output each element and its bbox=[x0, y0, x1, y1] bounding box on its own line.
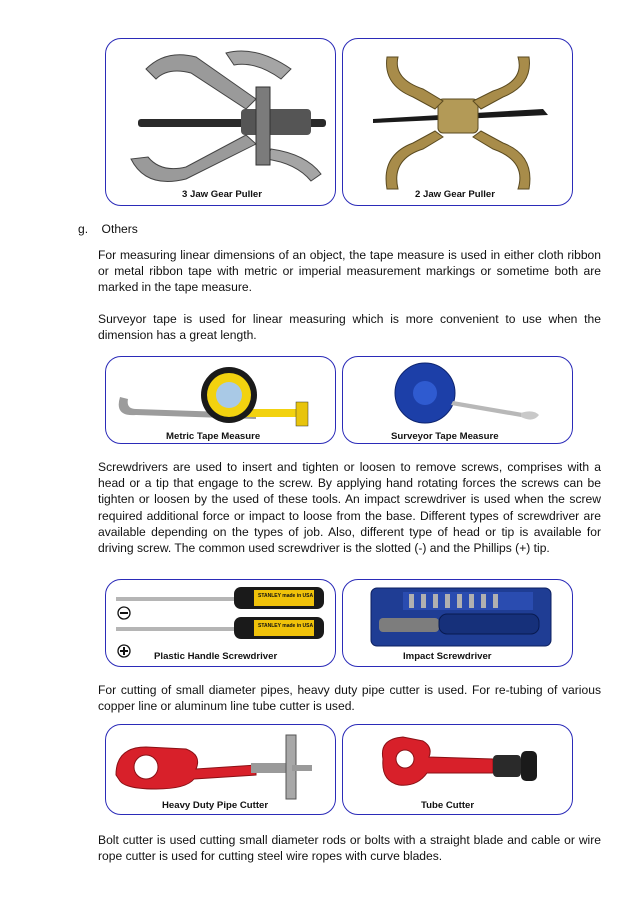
caption-metric-tape-measure: Metric Tape Measure bbox=[166, 431, 261, 442]
brand-label-bottom: STANLEY made in USA bbox=[258, 623, 314, 629]
caption-heavy-duty-pipe-cutter: Heavy Duty Pipe Cutter bbox=[162, 800, 269, 811]
paragraph-pipe-cutter: For cutting of small diameter pipes, heavy duty pipe cutter is used. For re-tubing of various copper line or aluminum line tube cutter is used. bbox=[98, 683, 601, 714]
caption-impact-screwdriver: Impact Screwdriver bbox=[403, 651, 492, 662]
brand-label-top: STANLEY made in USA bbox=[258, 593, 314, 599]
figure-surveyor-tape-measure bbox=[342, 356, 573, 444]
3-jaw-gear-puller-image bbox=[106, 39, 336, 206]
caption-plastic-handle-screwdriver: Plastic Handle Screwdriver bbox=[154, 651, 278, 662]
figure-metric-tape-measure bbox=[105, 356, 336, 444]
section-title: Others bbox=[101, 222, 138, 236]
caption-2-jaw-gear-puller: 2 Jaw Gear Puller bbox=[415, 189, 495, 200]
caption-tube-cutter: Tube Cutter bbox=[421, 800, 475, 811]
paragraph-screwdrivers: Screwdrivers are used to insert and tighten or loosen to remove screws, comprises with a head or a tip that engage to the screw. By applying hand rotating forces the screws can be tighten or loosen by the used of these tools. An impact screwdriver is used when the screw required additional force or impact to loose from the base. Different types of screwdriver are available depending on the types of job. Also, different type of head or tip is available for driving screw. The common used screwdriver is the slotted (-) and the Phillips (+) tip. bbox=[98, 460, 601, 556]
caption-surveyor-tape-measure: Surveyor Tape Measure bbox=[391, 431, 499, 442]
figure-plastic-handle-screwdriver bbox=[105, 579, 336, 667]
section-marker: g. bbox=[78, 222, 89, 236]
paragraph-bolt-cutter: Bolt cutter is used cutting small diameter rods or bolts with a straight blade and cable or wire rope cutter is used for cutting steel wire ropes with curve blades. bbox=[98, 833, 601, 864]
figure-tube-cutter bbox=[342, 724, 573, 815]
figure-2-jaw-gear-puller bbox=[342, 38, 573, 206]
figure-heavy-duty-pipe-cutter bbox=[105, 724, 336, 815]
2-jaw-gear-puller-image bbox=[343, 39, 573, 206]
paragraph-surveyor-tape: Surveyor tape is used for linear measuring which is more convenient to use when the dimension has a great length. bbox=[98, 312, 601, 343]
caption-3-jaw-gear-puller: 3 Jaw Gear Puller bbox=[182, 189, 262, 200]
figure-impact-screwdriver bbox=[342, 579, 573, 667]
paragraph-tape-measure: For measuring linear dimensions of an object, the tape measure is used in either cloth ribbon or metal ribbon tape with metric or imperial measurement markings or sometime both are marked in the tape measure. bbox=[98, 248, 601, 295]
figure-3-jaw-gear-puller bbox=[105, 38, 336, 206]
section-heading bbox=[78, 222, 138, 236]
